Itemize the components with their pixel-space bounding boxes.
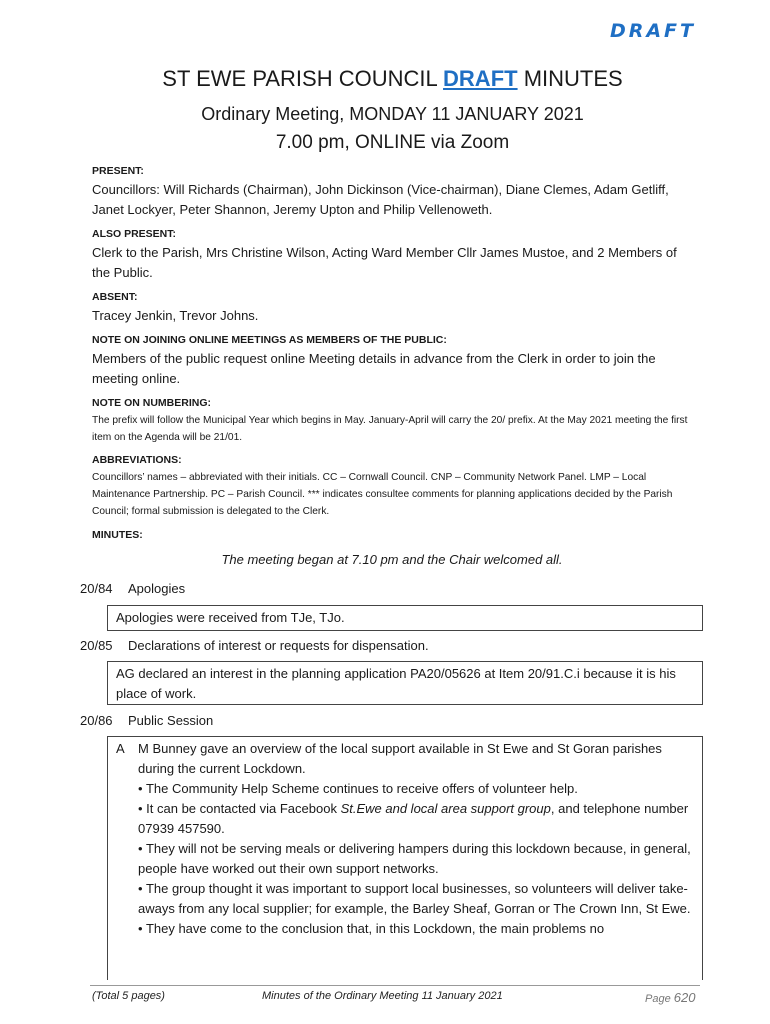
item-heading-public-session	[80, 713, 213, 728]
page-label: Page	[645, 993, 671, 1005]
item-box-public-session	[107, 736, 703, 980]
minutes-heading: MINUTES:	[92, 529, 143, 541]
present-heading: PRESENT:	[92, 165, 144, 177]
footer-document-title: Minutes of the Ordinary Meeting 11 January 2021	[262, 990, 503, 1002]
bullet-item: • The Community Help Scheme continues to receive offers of volunteer help.	[138, 781, 578, 796]
numbering-note-heading: NOTE ON NUMBERING:	[92, 397, 211, 409]
meeting-time: 7.00 pm, ONLINE via Zoom	[275, 132, 510, 153]
footer-page-number	[645, 990, 695, 1005]
bullet-item: • The group thought it was important to support local businesses, so volunteers will deliver take-aways from any local supplier; for example, the Barley Sheaf, Gorran or The Crown Inn, St Ewe.	[138, 881, 691, 916]
abbreviations-text: Councillors’ names – abbreviated with their initials. CC – Cornwall Council. CNP – Community Network Panel. LMP – Local Maintenance Partnership. PC – Parish Council. *** indicates consultee comments for planning applications decided by the Parish Council; formal submission is delegated to the Clerk.	[92, 472, 673, 517]
bullet-item: • They will not be serving meals or delivering hampers during this lockdown because, in general, people have worked out their own support networks.	[138, 841, 691, 876]
item-heading-declarations	[80, 638, 429, 653]
absent-section	[92, 290, 692, 326]
item-title: Public Session	[128, 713, 214, 728]
item-box-apologies	[107, 605, 703, 631]
title-prefix: ST EWE PARISH COUNCIL	[162, 66, 444, 91]
sub-item-letter: A	[116, 741, 125, 756]
present-text: Councillors: Will Richards (Chairman), John Dickinson (Vice-chairman), Diane Clemes, Adam Getliff, Janet Lockyer, Peter Shannon, Jeremy Upton and Philip Vellenoweth.	[92, 182, 669, 217]
meeting-date: Ordinary Meeting, MONDAY 11 JANUARY 2021	[201, 104, 584, 124]
absent-heading: ABSENT:	[92, 291, 138, 303]
online-note-text: Members of the public request online Meeting details in advance from the Clerk in order to join the meeting online.	[92, 351, 656, 386]
draft-watermark: DRAFT	[609, 20, 696, 42]
item-heading-apologies	[80, 581, 185, 596]
online-note-section	[92, 333, 692, 389]
item-number: 20/86	[80, 713, 113, 728]
item-number: 20/85	[80, 638, 113, 653]
item-title: Apologies	[128, 581, 186, 596]
attendance-section	[92, 164, 692, 567]
also-present-section	[92, 227, 692, 283]
also-present-heading: ALSO PRESENT:	[92, 228, 177, 240]
title-suffix: MINUTES	[517, 66, 623, 91]
absent-text: Tracey Jenkin, Trevor Johns.	[92, 308, 259, 323]
also-present-text: Clerk to the Parish, Mrs Christine Wilson, Acting Ward Member Cllr James Mustoe, and 2 Members of the Public.	[92, 245, 677, 280]
footer-divider	[90, 985, 700, 986]
public-session-intro: M Bunney gave an overview of the local support available in St Ewe and St Goran parishes during the current Lockdown.	[138, 741, 662, 776]
online-note-heading: NOTE ON JOINING ONLINE MEETINGS AS MEMBERS OF THE PUBLIC:	[92, 334, 447, 346]
numbering-note-section	[92, 396, 692, 446]
abbreviations-heading: ABBREVIATIONS:	[92, 454, 182, 466]
abbreviations-section	[92, 453, 692, 520]
bullet-item: • It can be contacted via Facebook St.Ewe and local area support group, and telephone number 07939 457590.	[138, 801, 689, 836]
footer-total-pages: (Total 5 pages)	[92, 990, 165, 1002]
page-title	[0, 66, 770, 92]
item-title: Declarations of interest or requests for dispensation.	[128, 638, 429, 653]
numbering-note-text: The prefix will follow the Municipal Year which begins in May. January-April will carry the 20/ prefix. At the May 2021 meeting the first item on the Agenda will be 21/01.	[92, 415, 688, 443]
minutes-section	[92, 528, 692, 567]
item-body: AG declared an interest in the planning application PA20/05626 at Item 20/91.C.i because it is his place of work.	[116, 666, 676, 701]
title-draft-word: DRAFT	[443, 66, 518, 91]
item-box-declarations	[107, 661, 703, 705]
item-number: 20/84	[80, 581, 113, 596]
present-section	[92, 164, 692, 220]
page-number: 620	[673, 990, 696, 1005]
welcome-text: The meeting began at 7.10 pm and the Chair welcomed all.	[221, 552, 563, 567]
public-session-content	[138, 739, 694, 939]
item-body: Apologies were received from TJe, TJo.	[116, 610, 345, 625]
bullet-item: • They have come to the conclusion that, in this Lockdown, the main problems no	[138, 921, 605, 936]
